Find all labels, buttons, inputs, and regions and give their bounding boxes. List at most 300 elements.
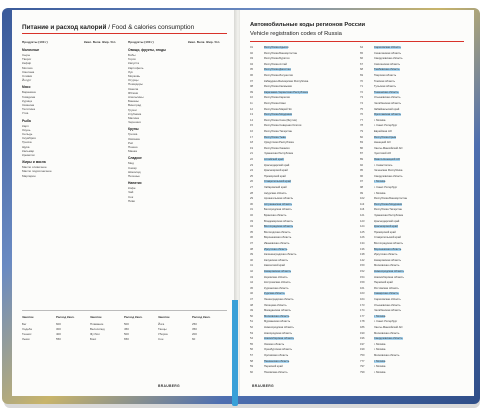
region-name: Новгородская область — [264, 331, 293, 335]
region-code: 79 — [360, 130, 363, 133]
column-header-product-2: Продукты (100 г) — [128, 40, 154, 44]
region-name: Хабаровский край — [264, 186, 287, 189]
region-name: Владимирская область — [264, 219, 293, 223]
region-code: 32 — [250, 214, 253, 217]
region-row — [250, 197, 293, 202]
region-row — [250, 175, 286, 180]
region-code: 31 — [250, 208, 253, 212]
food-row-name: Апельсины — [128, 95, 144, 99]
region-code: 66 — [360, 57, 363, 61]
region-name: Республика Адыгея — [264, 46, 289, 49]
region-name: Новосибирская область — [264, 337, 294, 341]
region-code: 116 — [360, 208, 365, 212]
region-row — [360, 343, 385, 348]
food-row-name: Сыры — [22, 53, 31, 57]
region-name: Краснодарский край — [374, 219, 400, 223]
region-row — [250, 186, 287, 191]
region-row — [250, 85, 292, 90]
region-row — [250, 63, 287, 68]
region-name: Республика Мордовия — [374, 202, 402, 206]
region-code: 59 — [250, 365, 253, 369]
region-code: 72 — [360, 90, 363, 94]
region-code: 121 — [360, 214, 365, 217]
region-row — [250, 309, 291, 314]
food-row-name: Гречка — [128, 132, 138, 137]
food-row-name: Утка — [22, 111, 29, 116]
region-code: 124 — [360, 225, 365, 229]
region-name: Кировская область — [264, 275, 288, 279]
region-code: 78 — [360, 124, 363, 128]
region-row — [360, 259, 401, 264]
activity-cell: 250 — [192, 322, 197, 326]
region-name: Тюменская область — [374, 90, 399, 94]
region-name: Пермский край — [264, 365, 283, 369]
region-name: Республика Северная Осетия — [264, 124, 302, 128]
region-name: Липецкая область — [264, 303, 287, 307]
region-code: 56 — [250, 348, 253, 352]
region-name: Кемеровская область — [374, 258, 402, 262]
region-name: Смоленская область — [374, 62, 400, 66]
region-code: 23 — [250, 163, 253, 167]
region-name: г. Санкт-Петербург — [374, 186, 398, 189]
activity-cell: 60 — [192, 337, 196, 341]
region-name: Республика Татарстан — [264, 130, 292, 133]
region-code: 161 — [360, 286, 365, 290]
region-code: 47 — [250, 298, 253, 301]
region-name: Республика Карелия — [264, 96, 290, 100]
region-name: Республика Марий Эл — [264, 107, 292, 111]
region-row — [250, 96, 290, 101]
region-name: Саратовская область — [374, 298, 401, 301]
region-name: Камчатский край — [264, 264, 285, 268]
region-row — [360, 348, 385, 353]
column-header-product: Продукты (100 г) — [22, 40, 48, 44]
food-row-name: Помидоры — [128, 82, 143, 87]
region-code: 35 — [250, 230, 253, 234]
region-row — [360, 130, 392, 135]
region-row — [360, 124, 397, 129]
activity-cell: Танцы — [158, 327, 167, 331]
region-row — [250, 354, 288, 359]
region-row — [250, 326, 294, 331]
region-code: 17 — [250, 135, 253, 139]
region-name: Брянская область — [264, 214, 287, 217]
food-section-title: Мясо — [22, 85, 31, 90]
food-row-name: Овсянка — [128, 136, 140, 141]
region-code: 174 — [360, 309, 365, 313]
food-row-name: Говядина — [22, 94, 36, 99]
activity-header: Расход Ккал. — [56, 315, 75, 319]
food-row-name: Сельдь — [22, 132, 33, 136]
region-name: Московская область — [374, 264, 400, 268]
region-code: 89 — [360, 158, 363, 161]
food-row-name: Щука — [22, 144, 30, 149]
region-row — [360, 91, 399, 96]
region-name: Ульяновская область — [374, 96, 401, 100]
region-code: 86 — [360, 146, 363, 150]
region-name: Калужская область — [264, 258, 289, 262]
region-code: 58 — [250, 359, 253, 363]
food-row-name: Черешня — [128, 120, 141, 125]
region-row — [360, 231, 396, 236]
region-name: Республика Дагестан — [264, 68, 291, 72]
activity-cell: Лыжи — [22, 337, 30, 341]
food-row-name: Манка — [128, 149, 137, 154]
food-row-name: Картофель — [128, 65, 144, 70]
region-row — [250, 270, 291, 275]
activity-cell: Йога — [158, 322, 165, 326]
region-code: 22 — [250, 158, 253, 161]
region-code: 09 — [250, 90, 253, 94]
food-section-title: Молочные — [22, 48, 40, 52]
region-row — [250, 348, 292, 353]
food-row-name: Маргарин — [22, 173, 36, 178]
region-name: Калининградская область — [264, 253, 297, 257]
region-row — [250, 180, 291, 185]
region-name: Нижегородская область — [374, 270, 404, 273]
region-row — [250, 242, 289, 247]
region-row — [360, 119, 385, 124]
region-row — [360, 85, 396, 90]
region-name: Краснодарский край — [264, 163, 290, 167]
regions-rule — [250, 41, 464, 42]
region-name: Ивановская область — [264, 242, 290, 245]
activity-header: Расход Ккал. — [124, 315, 143, 319]
region-code: 43 — [250, 275, 253, 279]
food-section-title: Рыба — [22, 118, 31, 123]
region-code: 13 — [250, 113, 253, 117]
region-name: Амурская область — [264, 191, 287, 195]
region-code: 82 — [360, 135, 363, 139]
region-name: Кабардино-Балкарская Республика — [264, 79, 309, 83]
region-row — [360, 326, 403, 331]
region-row — [250, 264, 285, 269]
region-row — [250, 152, 293, 157]
region-row — [250, 136, 286, 141]
region-name: г. Санкт-Петербург — [374, 320, 398, 324]
region-name: Кемеровская область — [264, 270, 292, 273]
region-row — [360, 354, 399, 359]
region-row — [360, 147, 403, 152]
region-row — [360, 180, 385, 185]
food-row-name: Мед — [128, 161, 134, 166]
region-code: 57 — [250, 354, 253, 357]
region-code: 02 — [250, 51, 253, 55]
food-row-name: Шоколад — [128, 169, 141, 174]
region-name: Волгоградская область — [264, 225, 293, 229]
region-row — [360, 96, 401, 101]
activity-cell: 650 — [124, 337, 129, 341]
region-row — [360, 197, 407, 202]
region-code: 750 — [360, 354, 365, 357]
region-code: 36 — [250, 236, 253, 240]
region-name: Свердловская область — [374, 174, 403, 178]
food-row-name: Капуста — [128, 61, 140, 66]
region-row — [360, 320, 397, 325]
region-row — [250, 281, 291, 286]
region-code: 11 — [250, 102, 253, 105]
activity-header: Занятие — [90, 315, 102, 319]
region-row — [250, 169, 288, 174]
region-row — [360, 220, 399, 225]
region-code: 05 — [250, 68, 253, 72]
region-name: Воронежская область — [374, 247, 402, 251]
region-row — [250, 52, 297, 57]
food-row-name: Масло подсолнечное — [22, 169, 52, 174]
region-name: г. Москва — [374, 314, 386, 318]
region-name: Оренбургская область — [264, 348, 292, 352]
region-name: г. Москва — [374, 370, 386, 374]
food-row-name: Огурцы — [128, 78, 139, 83]
region-code: 41 — [250, 264, 253, 268]
region-row — [360, 169, 402, 174]
activity-cell: Ходьба — [22, 327, 32, 331]
region-row — [250, 80, 308, 85]
region-name: Нижегородская область — [264, 326, 294, 329]
food-row-name: Рис — [128, 140, 134, 145]
region-row — [250, 259, 288, 264]
region-name: Мурманская область — [264, 320, 291, 324]
region-row — [250, 147, 290, 152]
region-row — [360, 304, 401, 309]
region-code: 21 — [250, 152, 253, 156]
region-row — [250, 236, 291, 241]
region-row — [250, 298, 294, 303]
food-row-name: Свекла — [128, 86, 139, 91]
region-row — [250, 371, 288, 376]
region-name: Республика Башкортостан — [374, 197, 408, 201]
region-name: Костромская область — [264, 281, 291, 285]
region-row — [250, 253, 296, 258]
region-row — [360, 264, 399, 269]
region-name: Челябинская область — [374, 309, 401, 313]
region-name: Забайкальский край — [374, 107, 400, 111]
region-row — [250, 130, 292, 135]
region-row — [250, 292, 285, 297]
region-row — [250, 208, 292, 213]
food-row-name: Кальмар — [22, 148, 35, 153]
region-name: г. Санкт-Петербург — [374, 124, 398, 128]
region-code: 54 — [250, 337, 253, 341]
region-code: 15 — [250, 124, 253, 128]
food-row-name: Чай — [128, 190, 134, 195]
region-name: г. Москва — [374, 359, 386, 363]
activity-cell: Уборка — [158, 332, 168, 336]
region-code: 136 — [360, 247, 365, 251]
region-row — [250, 214, 286, 219]
region-row — [360, 152, 391, 157]
food-row-name: Телятина — [22, 107, 35, 112]
food-row-name: Груши — [128, 107, 137, 112]
region-row — [360, 175, 403, 180]
activity-header: Занятие — [22, 315, 34, 319]
region-code: 38 — [250, 247, 253, 251]
region-code: 25 — [250, 174, 253, 178]
region-row — [360, 52, 401, 57]
region-code: 45 — [250, 286, 253, 290]
region-code: 04 — [250, 62, 253, 66]
region-name: Республика Башкортостан — [264, 51, 298, 55]
bookmark-ribbon — [232, 300, 238, 406]
region-row — [250, 343, 284, 348]
food-section-title: Крупы — [128, 127, 139, 132]
region-row — [360, 186, 397, 191]
region-row — [360, 371, 385, 376]
region-row — [360, 164, 392, 169]
region-code: 75 — [360, 107, 363, 111]
brand-logo-right: BRAUBERG — [252, 384, 274, 388]
region-name: Свердловская область — [374, 57, 403, 61]
region-row — [360, 192, 385, 197]
region-code: 52 — [250, 326, 253, 329]
food-row-name: Творог — [22, 57, 32, 62]
region-name: Чувашская Республика — [264, 152, 294, 156]
activity-cell: Бег — [22, 322, 27, 326]
region-code: 33 — [250, 219, 253, 223]
region-code: 186 — [360, 326, 365, 329]
region-row — [360, 337, 403, 342]
region-code: 164 — [360, 298, 365, 301]
region-name: Приморский край — [374, 230, 396, 234]
region-row — [250, 320, 290, 325]
region-row — [360, 208, 402, 213]
region-name: Красноярский край — [374, 225, 398, 229]
region-row — [360, 141, 391, 146]
column-header-values-2: Ккал. Белк. Жир. Угл. — [188, 40, 221, 44]
region-row — [250, 337, 294, 342]
region-name: Орловская область — [264, 354, 289, 357]
food-row-name: Горох — [128, 57, 136, 62]
region-row — [250, 57, 289, 62]
region-row — [250, 360, 289, 365]
region-code: 159 — [360, 281, 365, 285]
region-code: 28 — [250, 191, 253, 195]
region-name: г. Москва — [374, 348, 386, 352]
right-page — [240, 10, 474, 396]
region-code: 19 — [250, 146, 253, 150]
region-name: Чукотский АО — [374, 152, 392, 156]
region-name: Свердловская область — [374, 337, 403, 341]
region-code: 60 — [250, 370, 253, 374]
activity-header: Расход Ккал. — [192, 315, 211, 319]
region-name: г. Севастополь — [374, 163, 393, 167]
region-code: 65 — [360, 51, 363, 55]
region-row — [250, 113, 292, 118]
region-name: Республика Татарстан — [374, 208, 402, 212]
food-row-name: Бобы — [128, 53, 136, 57]
regions-title: Автомобильные коды регионов России — [250, 22, 366, 28]
activity-cell: 200 — [192, 332, 197, 336]
region-name: Карачаево-Черкесская Республика — [264, 90, 308, 94]
region-code: 152 — [360, 270, 365, 273]
region-name: г. Москва — [374, 342, 386, 346]
food-section-title: Напитки — [128, 181, 142, 186]
region-name: Саратовская область — [374, 46, 401, 49]
region-name: Белгородская область — [264, 208, 292, 212]
region-code: 10 — [250, 96, 253, 100]
food-row-name: Свинина — [22, 103, 35, 107]
region-name: Новосибирская область — [374, 275, 404, 279]
activity-cell: Велосипед — [90, 327, 105, 331]
region-name: Республика Хакасия — [264, 146, 290, 150]
activity-cell: 350 — [192, 327, 197, 331]
activity-cell: Футбол — [90, 332, 100, 336]
food-row-name: Печенье — [128, 174, 140, 178]
region-name: Астраханская область — [264, 202, 292, 206]
region-code: 98 — [360, 186, 363, 189]
region-code: 799 — [360, 370, 365, 374]
region-row — [250, 248, 287, 253]
region-code: 29 — [250, 197, 253, 201]
region-row — [360, 298, 401, 303]
region-row — [250, 102, 286, 107]
region-row — [250, 108, 292, 113]
food-row-name: Скумбрия — [22, 136, 36, 141]
region-name: Иркутская область — [264, 247, 288, 251]
region-code: 67 — [360, 62, 363, 66]
region-name: Челябинская область — [374, 102, 401, 105]
food-row-name: Баранина — [22, 90, 36, 95]
region-name: Республика Тыва — [264, 135, 286, 139]
left-page — [12, 10, 236, 396]
food-row-name: Карп — [22, 123, 29, 128]
region-name: Иркутская область — [374, 253, 398, 257]
region-name: Томская область — [374, 79, 395, 83]
region-name: г. Москва — [374, 180, 386, 184]
column-header-values: Ккал. Белк. Жир. Угл. — [84, 40, 117, 44]
region-name: Омская область — [264, 342, 285, 346]
region-name: Еврейская АО — [374, 130, 392, 133]
region-code: 24 — [250, 169, 253, 173]
region-code: 18 — [250, 141, 253, 145]
food-row-name: Кофе — [128, 186, 136, 191]
region-name: Архангельская область — [264, 197, 294, 201]
region-code: 199 — [360, 348, 365, 352]
region-code: 42 — [250, 270, 253, 273]
food-row-name: Виноград — [128, 103, 142, 108]
food-row-name: Бананы — [128, 99, 139, 104]
region-name: Псковская область — [264, 370, 288, 374]
region-row — [360, 236, 401, 241]
activity-cell: Теннис — [22, 332, 32, 336]
food-row-name: Йогурт — [22, 78, 32, 83]
region-name: Республика Калмыкия — [264, 85, 292, 89]
regions-subtitle: Vehicle registration codes of Russia — [250, 31, 342, 37]
region-row — [250, 304, 287, 309]
food-row-name: Яблоки — [128, 90, 139, 95]
region-code: 113 — [360, 202, 365, 206]
region-code: 26 — [250, 180, 253, 184]
region-name: Волгоградская область — [374, 242, 403, 245]
region-code: 70 — [360, 79, 363, 83]
brand-logo: BRAUBERG — [158, 384, 180, 388]
region-name: Тульская область — [374, 85, 396, 89]
region-row — [250, 74, 293, 79]
region-code: 173 — [360, 303, 365, 307]
region-code: 69 — [360, 74, 363, 77]
region-name: г. Москва — [374, 191, 386, 195]
region-name: Ханты-Мансийский АО — [374, 326, 403, 329]
activity-cell: 500 — [124, 332, 129, 336]
region-row — [360, 242, 403, 247]
region-row — [360, 360, 385, 365]
region-row — [360, 57, 403, 62]
region-row — [250, 287, 289, 292]
region-name: Ставропольский край — [264, 180, 291, 184]
region-row — [250, 91, 308, 96]
activity-cell: 400 — [56, 332, 61, 336]
region-name: Московская область — [374, 331, 400, 335]
